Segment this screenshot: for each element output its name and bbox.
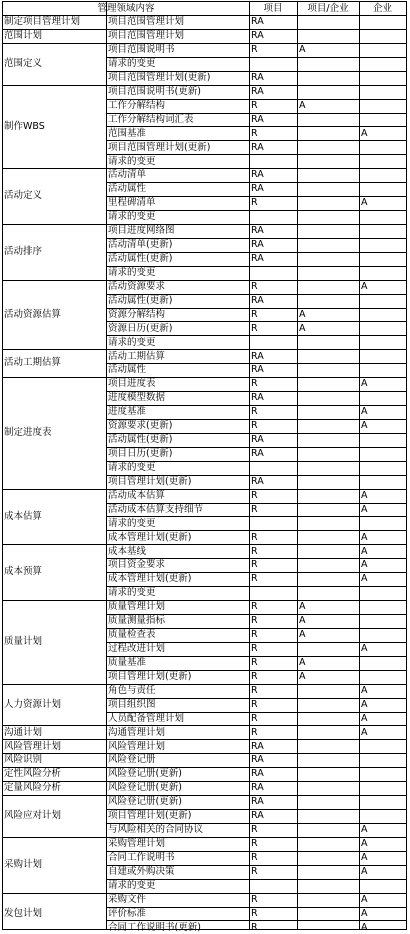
output-name: 工作分解结构 (108, 99, 166, 111)
output-name: 进度基准 (108, 406, 147, 418)
output-name: 活动工期估算 (108, 350, 166, 362)
project-enterprise-flag (297, 712, 359, 726)
project-enterprise-flag (297, 280, 359, 294)
project-flag: R (251, 44, 258, 56)
project-flag: R (251, 545, 258, 557)
enterprise-flag: A (361, 824, 368, 836)
enterprise-flag: A (361, 712, 368, 724)
enterprise-flag (359, 210, 406, 224)
project-flag: RA (251, 364, 264, 376)
project-flag: RA (251, 434, 264, 446)
output-name: 里程碑清单 (108, 197, 156, 209)
enterprise-flag: A (361, 503, 368, 515)
project-flag: R (251, 907, 258, 919)
project-enterprise-flag (297, 739, 359, 753)
output-name: 请求的变更 (108, 57, 156, 69)
output-name: 请求的变更 (108, 336, 156, 348)
enterprise-flag: A (361, 559, 368, 571)
project-flag: R (251, 127, 258, 139)
enterprise-flag: A (361, 684, 368, 696)
enterprise-flag (359, 879, 406, 893)
process-name: 活动资源估算 (4, 308, 62, 320)
enterprise-flag: A (361, 852, 368, 863)
process-name: 制定进度表 (4, 427, 52, 439)
output-name: 成本基线 (108, 545, 147, 557)
enterprise-flag (359, 252, 406, 266)
project-enterprise-flag: A (299, 308, 306, 320)
project-flag: R (251, 712, 258, 724)
enterprise-flag (359, 656, 406, 670)
output-name: 活动属性(更新) (108, 253, 173, 264)
output-name: 项目管理计划(更新) (108, 810, 192, 822)
project-flag (249, 461, 297, 475)
project-enterprise-flag (297, 684, 359, 698)
project-enterprise-flag (297, 516, 359, 530)
project-flag (249, 335, 297, 349)
output-name: 项目管理计划(更新) (108, 475, 192, 487)
output-name: 项目管理计划(更新) (108, 670, 192, 682)
project-enterprise-flag (297, 140, 359, 154)
project-flag: RA (251, 448, 264, 460)
project-flag: RA (251, 740, 264, 752)
project-flag: R (251, 824, 258, 836)
output-name: 质量检查表 (108, 629, 156, 641)
output-name: 与风险相关的合同协议 (108, 824, 204, 836)
output-name: 活动成本估算 (108, 489, 166, 501)
output-name: 角色与责任 (108, 684, 156, 696)
enterprise-flag: A (361, 726, 368, 738)
output-name: 质量测量指标 (108, 615, 166, 627)
project-flag: R (251, 893, 258, 905)
project-flag (249, 586, 297, 600)
enterprise-flag (359, 154, 406, 168)
process-name: 定性风险分析 (4, 768, 62, 780)
project-enterprise-flag (297, 210, 359, 224)
project-enterprise-flag: A (299, 99, 306, 111)
output-name: 请求的变更 (108, 155, 156, 167)
project-flag (249, 516, 297, 530)
project-enterprise-flag (297, 196, 359, 210)
project-enterprise-flag (297, 447, 359, 461)
enterprise-flag (359, 391, 406, 405)
enterprise-flag (359, 308, 406, 322)
project-enterprise-flag (297, 294, 359, 308)
enterprise-flag (359, 182, 406, 196)
project-flag: R (251, 684, 258, 696)
enterprise-flag: A (361, 893, 368, 905)
process-name: 活动工期估算 (4, 357, 62, 369)
enterprise-flag (359, 224, 406, 238)
enterprise-flag (359, 85, 406, 99)
project-flag: R (251, 615, 258, 627)
output-name: 活动成本估算支持细节 (108, 503, 204, 515)
enterprise-flag (359, 43, 406, 57)
project-enterprise-flag (297, 642, 359, 656)
project-flag: R (251, 489, 258, 501)
process-name: 风险识别 (4, 754, 43, 766)
process-name: 定量风险分析 (4, 782, 62, 794)
project-enterprise-flag (297, 15, 359, 29)
enterprise-flag (359, 809, 406, 823)
project-flag: R (251, 573, 258, 585)
project-enterprise-flag (297, 461, 359, 475)
project-enterprise-flag (297, 503, 359, 517)
enterprise-flag: A (361, 643, 368, 655)
enterprise-flag (359, 294, 406, 308)
project-flag: RA (251, 71, 264, 83)
project-flag: RA (251, 768, 264, 780)
enterprise-flag: A (361, 573, 368, 585)
enterprise-flag: A (361, 865, 368, 877)
output-name: 质量基准 (108, 656, 147, 668)
project-enterprise-flag (297, 907, 359, 921)
enterprise-flag (359, 57, 406, 71)
process-name: 成本预算 (4, 566, 43, 578)
output-name: 活动清单 (108, 169, 147, 181)
process-name: 范围计划 (4, 30, 43, 42)
project-flag: R (251, 852, 258, 863)
enterprise-flag (359, 140, 406, 154)
enterprise-flag: A (361, 489, 368, 501)
project-flag: R (251, 99, 258, 111)
enterprise-flag (359, 29, 406, 43)
project-flag: RA (251, 169, 264, 181)
project-enterprise-flag (297, 795, 359, 809)
output-name: 活动资源要求 (108, 280, 166, 292)
enterprise-flag (359, 447, 406, 461)
process-name: 风险应对计划 (4, 810, 62, 822)
output-name: 进度模型数据 (108, 392, 166, 404)
process-name: 风险管理计划 (4, 740, 62, 752)
enterprise-flag (359, 99, 406, 113)
project-flag: R (251, 197, 258, 209)
project-flag: RA (251, 225, 264, 237)
project-flag (249, 210, 297, 224)
output-name: 项目进度表 (108, 378, 156, 390)
output-name: 项目组织图 (108, 698, 156, 710)
output-name: 请求的变更 (108, 517, 156, 529)
enterprise-flag (359, 795, 406, 809)
project-flag: R (251, 670, 258, 682)
output-name: 成本管理计划(更新) (108, 531, 192, 543)
output-name: 质量管理计划 (108, 601, 166, 613)
output-name: 风险登记册 (108, 754, 156, 766)
enterprise-flag: A (361, 406, 368, 418)
enterprise-flag (359, 168, 406, 182)
output-name: 风险管理计划 (108, 740, 166, 752)
enterprise-flag: A (361, 921, 368, 933)
project-flag: R (251, 698, 258, 710)
process-name: 采购计划 (4, 858, 43, 870)
enterprise-flag: A (361, 127, 368, 139)
project-flag: R (251, 838, 258, 850)
project-enterprise-flag (297, 837, 359, 851)
project-flag: R (251, 280, 258, 292)
enterprise-flag: A (361, 420, 368, 432)
project-flag (249, 879, 297, 893)
output-name: 请求的变更 (108, 461, 156, 473)
output-name: 活动清单(更新) (108, 239, 173, 251)
project-enterprise-flag (297, 266, 359, 280)
project-enterprise-flag (297, 572, 359, 586)
project-flag: RA (251, 16, 264, 28)
project-flag: RA (251, 782, 264, 794)
project-enterprise-flag (297, 113, 359, 127)
project-enterprise-flag (297, 391, 359, 405)
output-name: 请求的变更 (108, 211, 156, 223)
process-name: 质量计划 (4, 636, 43, 648)
project-enterprise-flag (297, 920, 359, 934)
output-name: 资源分解结构 (108, 308, 166, 320)
output-name: 合同工作说明书(更新) (108, 921, 201, 933)
project-flag: RA (251, 350, 264, 362)
project-enterprise-flag (297, 851, 359, 865)
header-project-enterprise: 项目/企业 (307, 2, 349, 14)
project-enterprise-flag (297, 558, 359, 572)
project-flag: RA (251, 754, 264, 766)
project-flag (249, 57, 297, 71)
project-enterprise-flag (297, 405, 359, 419)
project-enterprise-flag (297, 71, 359, 85)
project-flag: R (251, 378, 258, 390)
enterprise-flag: A (361, 907, 368, 919)
project-enterprise-flag (297, 544, 359, 558)
project-flag: RA (251, 183, 264, 195)
project-enterprise-flag (297, 767, 359, 781)
project-enterprise-flag (297, 489, 359, 503)
project-enterprise-flag (297, 725, 359, 739)
project-enterprise-flag (297, 809, 359, 823)
output-name: 工作分解结构词汇表 (108, 113, 194, 125)
project-flag: R (251, 629, 258, 641)
process-name: 发包计划 (4, 907, 43, 919)
enterprise-flag (359, 670, 406, 684)
project-flag: RA (251, 253, 264, 264)
project-enterprise-flag: A (299, 601, 306, 613)
project-flag: R (251, 559, 258, 571)
project-flag (249, 266, 297, 280)
enterprise-flag: A (361, 280, 368, 292)
project-enterprise-flag (297, 586, 359, 600)
project-enterprise-flag (297, 238, 359, 252)
enterprise-flag (359, 363, 406, 377)
enterprise-flag (359, 433, 406, 447)
enterprise-flag: A (361, 378, 368, 390)
project-flag: R (251, 865, 258, 877)
project-enterprise-flag (297, 893, 359, 907)
output-name: 项目范围说明书 (108, 44, 175, 56)
header-enterprise: 企业 (372, 2, 392, 14)
enterprise-flag (359, 586, 406, 600)
project-enterprise-flag (297, 224, 359, 238)
enterprise-flag (359, 739, 406, 753)
enterprise-flag (359, 15, 406, 29)
output-name: 活动属性(更新) (108, 294, 173, 306)
project-enterprise-flag (297, 475, 359, 489)
project-flag: R (251, 322, 258, 334)
project-enterprise-flag (297, 335, 359, 349)
output-name: 项目范围说明书(更新) (108, 85, 201, 97)
output-name: 活动属性 (108, 364, 147, 376)
project-flag: R (251, 406, 258, 418)
project-flag: RA (251, 239, 264, 251)
project-flag: R (251, 503, 258, 515)
project-enterprise-flag (297, 57, 359, 71)
project-enterprise-flag (297, 168, 359, 182)
process-name: 人力资源计划 (4, 698, 62, 710)
process-name: 制定项目管理计划 (4, 16, 81, 28)
project-flag: R (251, 643, 258, 655)
output-name: 采购文件 (108, 893, 147, 905)
project-flag: RA (251, 475, 264, 487)
project-flag (249, 154, 297, 168)
process-name: 范围定义 (4, 58, 43, 69)
output-name: 评价标准 (108, 907, 147, 919)
enterprise-flag: A (361, 698, 368, 710)
enterprise-flag: A (361, 197, 368, 209)
output-name: 请求的变更 (108, 266, 156, 278)
process-name: 活动排序 (4, 246, 43, 258)
project-flag: RA (251, 294, 264, 306)
project-flag: RA (251, 796, 264, 808)
header-project: 项目 (263, 2, 283, 14)
enterprise-flag: A (361, 531, 368, 543)
enterprise-flag (359, 614, 406, 628)
output-name: 采购管理计划 (108, 838, 166, 850)
output-name: 项目日历(更新) (108, 448, 173, 460)
project-enterprise-flag (297, 781, 359, 795)
output-name: 项目范围管理计划(更新) (108, 71, 211, 83)
project-enterprise-flag (297, 29, 359, 43)
enterprise-flag (359, 753, 406, 767)
project-enterprise-flag: A (299, 322, 306, 334)
output-name: 风险登记册(更新) (108, 796, 182, 808)
enterprise-flag (359, 71, 406, 85)
output-name: 过程改进计划 (108, 643, 166, 655)
enterprise-flag (359, 266, 406, 280)
project-flag: RA (251, 30, 264, 42)
project-flag: RA (251, 85, 264, 97)
project-enterprise-flag (297, 433, 359, 447)
output-name: 合同工作说明书 (108, 852, 175, 863)
enterprise-flag (359, 113, 406, 127)
project-enterprise-flag (297, 823, 359, 837)
project-enterprise-flag (297, 753, 359, 767)
output-name: 风险登记册(更新) (108, 782, 182, 794)
project-flag: RA (251, 113, 264, 125)
output-name: 风险登记册(更新) (108, 768, 182, 780)
process-name: 成本估算 (4, 510, 43, 522)
output-name: 项目范围管理计划(更新) (108, 141, 211, 153)
enterprise-flag (359, 628, 406, 642)
project-enterprise-flag: A (299, 615, 306, 627)
enterprise-flag (359, 335, 406, 349)
output-name: 范围基准 (108, 127, 147, 139)
project-enterprise-flag (297, 865, 359, 879)
enterprise-flag (359, 600, 406, 614)
project-enterprise-flag: A (299, 629, 306, 641)
project-enterprise-flag: A (299, 656, 306, 668)
header-domain-content: 管理领域内容 (97, 2, 155, 14)
project-enterprise-flag (297, 530, 359, 544)
project-enterprise-flag (297, 182, 359, 196)
project-enterprise-flag (297, 879, 359, 893)
enterprise-flag (359, 321, 406, 335)
project-enterprise-flag: A (299, 44, 306, 56)
project-flag: RA (251, 810, 264, 822)
matrix-table (2, 1, 407, 933)
output-name: 自建或外购决策 (108, 865, 175, 877)
process-name: 活动定义 (4, 190, 43, 202)
project-enterprise-flag (297, 419, 359, 433)
project-flag: R (251, 601, 258, 613)
project-flag: R (251, 420, 258, 432)
project-enterprise-flag (297, 126, 359, 140)
enterprise-flag: A (361, 545, 368, 557)
enterprise-flag (359, 767, 406, 781)
project-flag: R (251, 531, 258, 543)
output-name: 人员配备管理计划 (108, 712, 185, 724)
output-name: 活动属性(更新) (108, 434, 173, 446)
enterprise-flag (359, 781, 406, 795)
output-name: 活动属性 (108, 183, 147, 195)
project-enterprise-flag (297, 377, 359, 391)
project-enterprise-flag (297, 252, 359, 266)
project-enterprise-flag (297, 363, 359, 377)
project-enterprise-flag (297, 85, 359, 99)
project-enterprise-flag (297, 154, 359, 168)
output-name: 项目范围管理计划 (108, 16, 185, 28)
project-enterprise-flag (297, 349, 359, 363)
output-name: 资源日历(更新) (108, 322, 173, 334)
project-enterprise-flag (297, 698, 359, 712)
project-flag: R (251, 921, 258, 933)
process-name: 沟通计划 (4, 726, 43, 738)
enterprise-flag (359, 516, 406, 530)
output-name: 请求的变更 (108, 879, 156, 891)
output-name: 项目进度网络图 (108, 225, 175, 237)
project-flag: RA (251, 141, 264, 153)
output-name: 沟通管理计划 (108, 726, 166, 738)
project-flag: R (251, 656, 258, 668)
project-enterprise-flag: A (299, 670, 306, 682)
project-flag: R (251, 726, 258, 738)
process-name: 制作WBS (4, 120, 45, 132)
output-name: 成本管理计划(更新) (108, 573, 192, 585)
enterprise-flag (359, 238, 406, 252)
enterprise-flag (359, 461, 406, 475)
enterprise-flag (359, 349, 406, 363)
enterprise-flag: A (361, 838, 368, 850)
output-name: 项目范围管理计划 (108, 30, 185, 42)
project-flag: RA (251, 392, 264, 404)
enterprise-flag (359, 475, 406, 489)
output-name: 资源要求(更新) (108, 420, 173, 432)
output-name: 请求的变更 (108, 587, 156, 599)
project-flag: R (251, 308, 258, 320)
output-name: 项目资金要求 (108, 559, 166, 571)
